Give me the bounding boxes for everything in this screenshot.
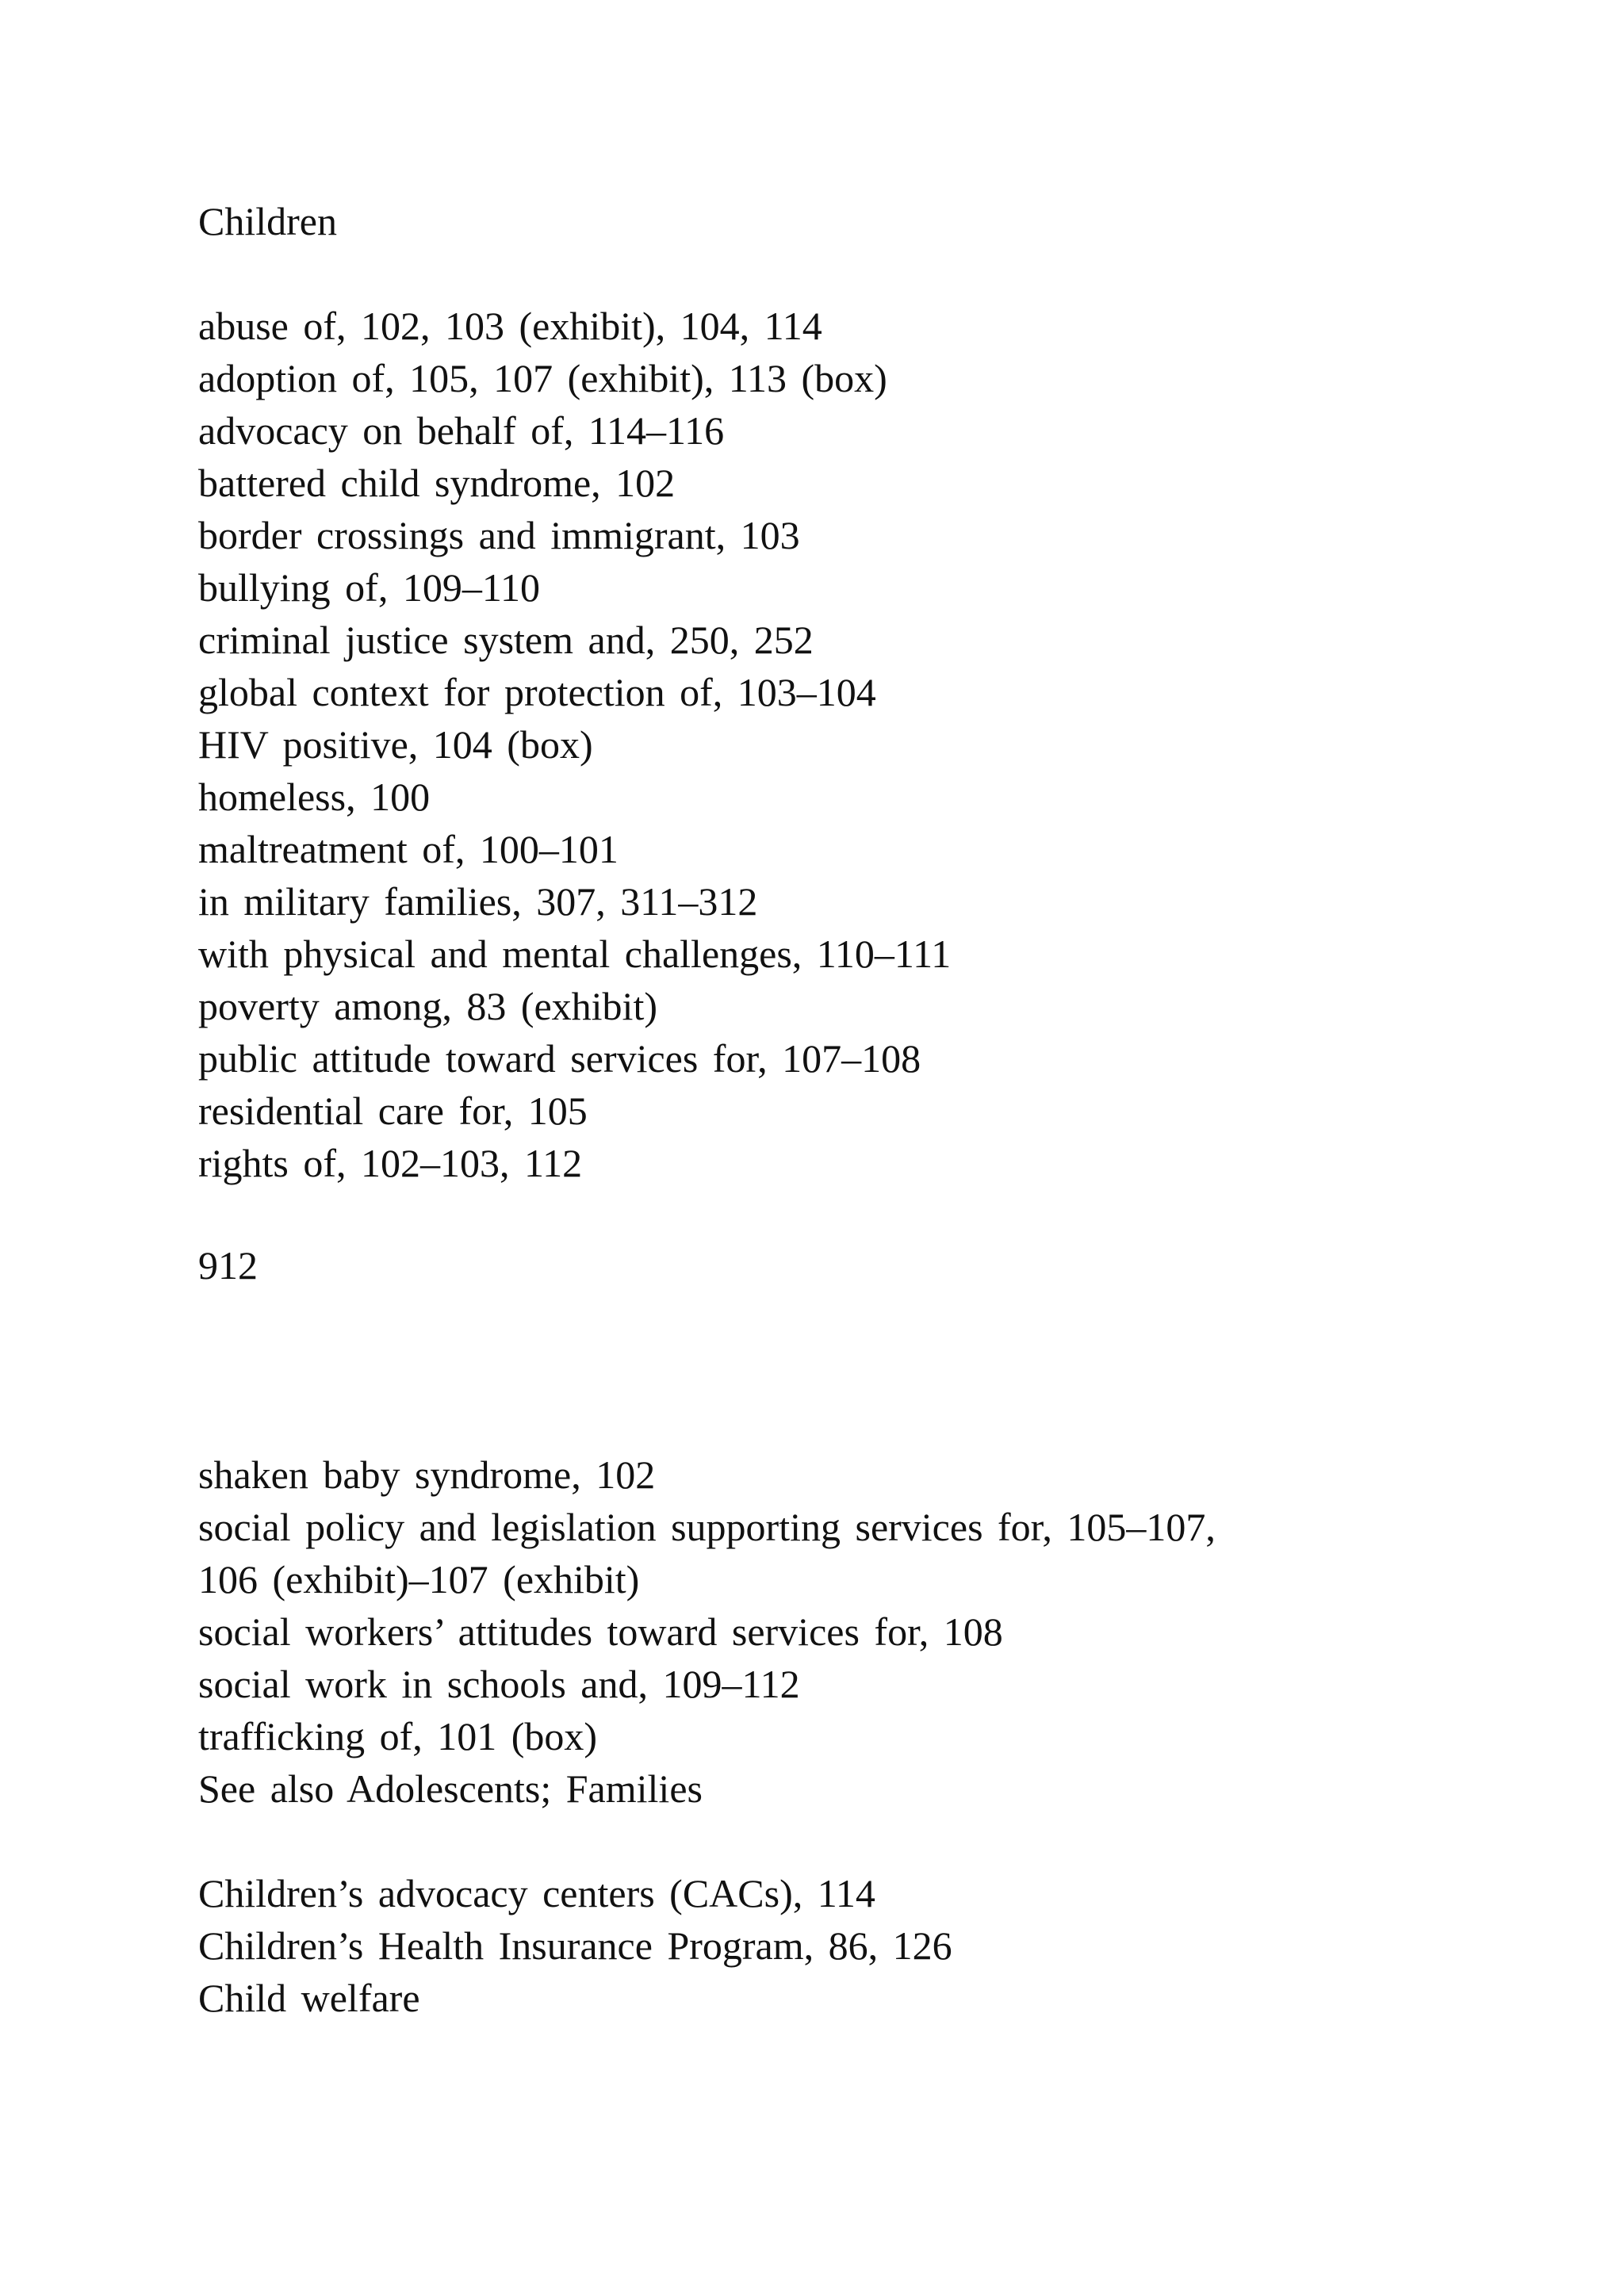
page-number-block [198,1239,1545,1292]
index-entry: advocacy on behalf of, 114–116 [198,408,725,453]
index-entry: adoption of, 105, 107 (exhibit), 113 (box) [198,356,887,400]
index-entry: border crossings and immigrant, 103 [198,513,800,557]
index-entry: criminal justice system and, 250, 252 [198,618,814,662]
index-entry: residential care for, 105 [198,1089,588,1133]
index-entry: 106 (exhibit)–107 (exhibit) [198,1557,640,1601]
index-entry: social policy and legislation supporting services for, 105–107, [198,1505,1216,1549]
page-number: 912 [198,1243,258,1288]
index-entry: trafficking of, 101 (box) [198,1714,598,1758]
index-entry: shaken baby syndrome, 102 [198,1452,656,1497]
index-entry: Children’s Health Insurance Program, 86, 126 [198,1923,952,1968]
index-entry: social workers’ attitudes toward services for, 108 [198,1609,1003,1654]
index-entry: with physical and mental challenges, 110–111 [198,932,952,976]
index-entry: Child welfare [198,1976,420,2020]
index-entry: global context for protection of, 103–104 [198,670,876,714]
index-entry: bullying of, 109–110 [198,565,540,610]
index-entries-part2 [198,1448,1545,1815]
index-entries-part1 [198,300,1545,1189]
index-heading: Children [198,199,337,243]
index-entry: abuse of, 102, 103 (exhibit), 104, 114 [198,304,822,348]
index-entry: social work in schools and, 109–112 [198,1662,800,1706]
index-entry: poverty among, 83 (exhibit) [198,984,657,1028]
index-entries-part3 [198,1867,1545,2024]
index-entry: maltreatment of, 100–101 [198,827,619,871]
index-entry: homeless, 100 [198,775,431,819]
index-entry: battered child syndrome, 102 [198,461,676,505]
index-entry: in military families, 307, 311–312 [198,879,758,924]
index-entry: rights of, 102–103, 112 [198,1141,583,1185]
index-entry: HIV positive, 104 (box) [198,722,593,767]
index-heading-block [198,195,1545,247]
index-entry: Children’s advocacy centers (CACs), 114 [198,1871,875,1915]
index-entry: public attitude toward services for, 107–108 [198,1036,921,1081]
cross-reference: See also Adolescents; Families [198,1766,703,1811]
